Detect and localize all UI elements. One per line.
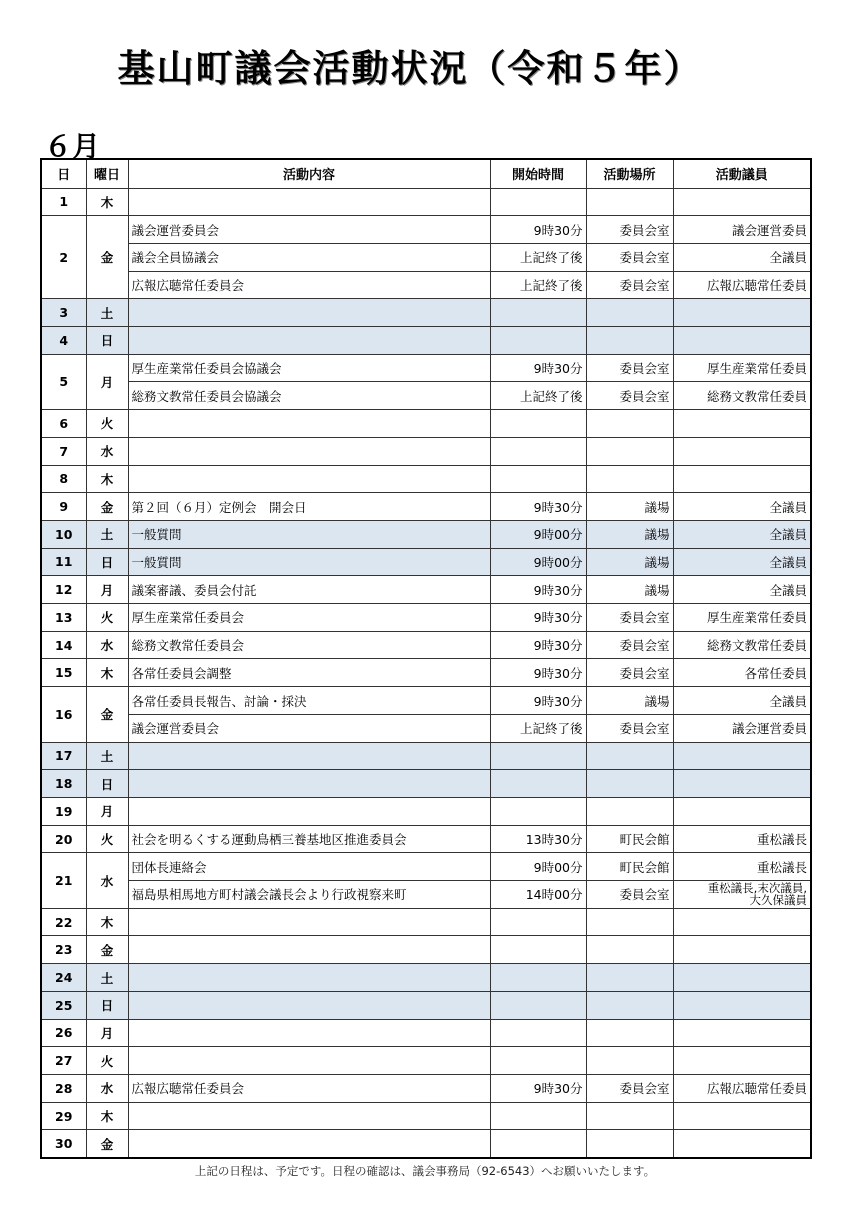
header-weekday: 曜日 [86,159,128,188]
activity-place [586,188,673,216]
table-row [41,188,811,216]
start-time: 9時30分 [490,493,586,521]
day-cell: 4 [41,327,86,355]
table-row [41,271,811,299]
day-cell: 20 [41,825,86,853]
activity-content [128,908,490,936]
table-row [41,410,811,438]
activity-place [586,299,673,327]
activity-place: 委員会室 [586,1075,673,1103]
activity-members [673,299,811,327]
activity-content [128,327,490,355]
weekday-cell: 水 [86,631,128,659]
start-time [490,1047,586,1075]
activity-place: 委員会室 [586,659,673,687]
start-time: 9時00分 [490,853,586,881]
activity-place [586,410,673,438]
activity-content [128,299,490,327]
activity-members: 重松議長 [673,853,811,881]
activity-members: 厚生産業常任委員 [673,604,811,632]
weekday-cell: 土 [86,742,128,770]
day-cell: 19 [41,797,86,825]
start-time [490,1019,586,1047]
activity-content: 厚生産業常任委員会協議会 [128,354,490,382]
table-row [41,1102,811,1130]
weekday-cell: 木 [86,188,128,216]
activity-members: 重松議長,末次議員, 大久保議員 [673,881,811,909]
activity-members [673,327,811,355]
activity-place [586,936,673,964]
activity-place [586,1130,673,1158]
start-time: 上記終了後 [490,243,586,271]
start-time: 9時30分 [490,631,586,659]
day-cell: 30 [41,1130,86,1158]
activity-members: 議会運営委員 [673,714,811,742]
start-time [490,742,586,770]
table-row [41,1019,811,1047]
activity-content [128,742,490,770]
activity-place [586,908,673,936]
table-row [41,465,811,493]
weekday-cell: 金 [86,936,128,964]
activity-members [673,410,811,438]
day-cell: 27 [41,1047,86,1075]
activity-content: 議案審議、委員会付託 [128,576,490,604]
activity-members [673,1130,811,1158]
start-time [490,797,586,825]
month-label: ６月 [44,130,101,163]
day-cell: 3 [41,299,86,327]
day-cell: 22 [41,908,86,936]
activity-place: 委員会室 [586,604,673,632]
table-row [41,382,811,410]
table-row [41,493,811,521]
day-cell: 26 [41,1019,86,1047]
activity-content [128,770,490,798]
weekday-cell: 日 [86,548,128,576]
activity-members [673,1047,811,1075]
activity-place: 議場 [586,687,673,715]
weekday-cell: 木 [86,465,128,493]
table-row [41,908,811,936]
start-time [490,1102,586,1130]
start-time: 9時30分 [490,604,586,632]
activity-content: 第２回（６月）定例会 開会日 [128,493,490,521]
weekday-cell: 土 [86,299,128,327]
start-time [490,437,586,465]
weekday-cell: 火 [86,410,128,438]
table-row [41,216,811,244]
table-row [41,1047,811,1075]
day-cell: 18 [41,770,86,798]
day-cell: 15 [41,659,86,687]
activity-members: 広報広聴常任委員 [673,1075,811,1103]
activity-members [673,991,811,1019]
start-time [490,908,586,936]
weekday-cell: 水 [86,437,128,465]
activity-content [128,410,490,438]
activity-place: 議場 [586,548,673,576]
day-cell: 17 [41,742,86,770]
table-row [41,604,811,632]
activity-place: 町民会館 [586,825,673,853]
activity-place: 委員会室 [586,881,673,909]
table-header-row [41,159,811,188]
activity-members [673,742,811,770]
start-time: 上記終了後 [490,714,586,742]
start-time: 9時30分 [490,687,586,715]
start-time: 9時30分 [490,1075,586,1103]
weekday-cell: 土 [86,964,128,992]
schedule-table [40,158,812,1159]
table-row [41,797,811,825]
day-cell: 6 [41,410,86,438]
table-row [41,853,811,881]
activity-members [673,908,811,936]
activity-content: 一般質問 [128,520,490,548]
activity-place [586,964,673,992]
activity-content: 福島県相馬地方町村議会議長会より行政視察来町 [128,881,490,909]
start-time: 9時30分 [490,216,586,244]
table-row [41,991,811,1019]
activity-place [586,327,673,355]
activity-members [673,437,811,465]
day-cell: 1 [41,188,86,216]
activity-place: 議場 [586,520,673,548]
table-row [41,299,811,327]
start-time [490,1130,586,1158]
header-place: 活動場所 [586,159,673,188]
weekday-cell: 日 [86,327,128,355]
start-time [490,327,586,355]
day-cell: 12 [41,576,86,604]
activity-place: 委員会室 [586,354,673,382]
activity-content [128,1102,490,1130]
activity-content: 社会を明るくする運動鳥栖三養基地区推進委員会 [128,825,490,853]
start-time [490,964,586,992]
activity-place: 委員会室 [586,382,673,410]
weekday-cell: 土 [86,520,128,548]
weekday-cell: 月 [86,797,128,825]
header-content: 活動内容 [128,159,490,188]
table-row [41,576,811,604]
weekday-cell: 火 [86,604,128,632]
weekday-cell: 火 [86,825,128,853]
activity-place [586,797,673,825]
activity-content [128,1130,490,1158]
start-time: 9時30分 [490,659,586,687]
table-row [41,742,811,770]
weekday-cell: 日 [86,770,128,798]
start-time: 13時30分 [490,825,586,853]
activity-members: 厚生産業常任委員 [673,354,811,382]
weekday-cell: 月 [86,1019,128,1047]
table-row [41,520,811,548]
activity-content [128,465,490,493]
table-row [41,548,811,576]
start-time: 上記終了後 [490,382,586,410]
activity-place: 議場 [586,576,673,604]
day-cell: 23 [41,936,86,964]
weekday-cell: 日 [86,991,128,1019]
weekday-cell: 木 [86,659,128,687]
activity-place: 町民会館 [586,853,673,881]
day-cell: 2 [41,216,86,299]
start-time: 9時00分 [490,520,586,548]
activity-place: 委員会室 [586,216,673,244]
activity-members: 全議員 [673,687,811,715]
footer-note: 上記の日程は、予定です。日程の確認は、議会事務局（92-6543）へお願いいたします。 [194,1164,656,1178]
activity-content [128,1019,490,1047]
activity-content [128,991,490,1019]
weekday-cell: 金 [86,1130,128,1158]
schedule-body [41,188,811,1158]
day-cell: 5 [41,354,86,409]
weekday-cell: 金 [86,687,128,742]
start-time [490,410,586,438]
weekday-cell: 木 [86,1102,128,1130]
page-title: 基山町議会活動状況（令和５年） [117,47,703,90]
day-cell: 8 [41,465,86,493]
day-cell: 11 [41,548,86,576]
day-cell: 7 [41,437,86,465]
activity-content [128,1047,490,1075]
table-row [41,1130,811,1158]
table-row [41,714,811,742]
start-time [490,991,586,1019]
activity-members [673,936,811,964]
day-cell: 25 [41,991,86,1019]
table-row [41,631,811,659]
activity-members: 各常任委員 [673,659,811,687]
start-time: 14時00分 [490,881,586,909]
start-time: 9時30分 [490,354,586,382]
activity-members [673,465,811,493]
day-cell: 13 [41,604,86,632]
activity-content: 各常任委員会調整 [128,659,490,687]
activity-content [128,964,490,992]
weekday-cell: 水 [86,853,128,908]
activity-content: 議会全員協議会 [128,243,490,271]
header-start: 開始時間 [490,159,586,188]
weekday-cell: 水 [86,1075,128,1103]
activity-place [586,991,673,1019]
table-row [41,437,811,465]
activity-members: 全議員 [673,493,811,521]
activity-members [673,1102,811,1130]
activity-members: 広報広聴常任委員 [673,271,811,299]
activity-members: 総務文教常任委員 [673,382,811,410]
activity-place [586,1019,673,1047]
start-time [490,299,586,327]
activity-place: 議場 [586,493,673,521]
activity-members: 議会運営委員 [673,216,811,244]
start-time: 9時30分 [490,576,586,604]
weekday-cell: 木 [86,908,128,936]
activity-members [673,1019,811,1047]
table-row [41,881,811,909]
activity-content: 団体長連絡会 [128,853,490,881]
table-row [41,1075,811,1103]
start-time [490,188,586,216]
activity-place: 委員会室 [586,271,673,299]
start-time: 上記終了後 [490,271,586,299]
activity-members: 全議員 [673,548,811,576]
start-time [490,770,586,798]
activity-content [128,188,490,216]
weekday-cell: 火 [86,1047,128,1075]
day-cell: 14 [41,631,86,659]
day-cell: 24 [41,964,86,992]
activity-place [586,465,673,493]
activity-content: 広報広聴常任委員会 [128,271,490,299]
table-row [41,659,811,687]
day-cell: 9 [41,493,86,521]
activity-members [673,964,811,992]
activity-members: 重松議長 [673,825,811,853]
activity-members [673,770,811,798]
activity-members: 全議員 [673,576,811,604]
activity-place [586,770,673,798]
activity-content [128,437,490,465]
weekday-cell: 金 [86,216,128,299]
header-day: 日 [41,159,86,188]
start-time: 9時00分 [490,548,586,576]
activity-place: 委員会室 [586,243,673,271]
activity-content: 総務文教常任委員会協議会 [128,382,490,410]
start-time [490,936,586,964]
table-row [41,825,811,853]
activity-place [586,1047,673,1075]
activity-place [586,437,673,465]
activity-place [586,742,673,770]
activity-content: 広報広聴常任委員会 [128,1075,490,1103]
day-cell: 29 [41,1102,86,1130]
activity-content: 議会運営委員会 [128,714,490,742]
table-row [41,770,811,798]
day-cell: 28 [41,1075,86,1103]
table-row [41,327,811,355]
activity-members: 全議員 [673,243,811,271]
weekday-cell: 金 [86,493,128,521]
activity-content: 総務文教常任委員会 [128,631,490,659]
activity-content: 各常任委員長報告、討論・採決 [128,687,490,715]
table-row [41,964,811,992]
weekday-cell: 月 [86,576,128,604]
activity-place: 委員会室 [586,714,673,742]
header-members: 活動議員 [673,159,811,188]
activity-content: 議会運営委員会 [128,216,490,244]
activity-place: 委員会室 [586,631,673,659]
day-cell: 16 [41,687,86,742]
activity-content: 厚生産業常任委員会 [128,604,490,632]
start-time [490,465,586,493]
activity-content [128,936,490,964]
day-cell: 10 [41,520,86,548]
activity-content: 一般質問 [128,548,490,576]
activity-members: 総務文教常任委員 [673,631,811,659]
day-cell: 21 [41,853,86,908]
activity-members [673,188,811,216]
table-row [41,243,811,271]
weekday-cell: 月 [86,354,128,409]
table-row [41,687,811,715]
activity-content [128,797,490,825]
table-row [41,354,811,382]
table-row [41,936,811,964]
activity-members [673,797,811,825]
activity-members: 全議員 [673,520,811,548]
activity-place [586,1102,673,1130]
